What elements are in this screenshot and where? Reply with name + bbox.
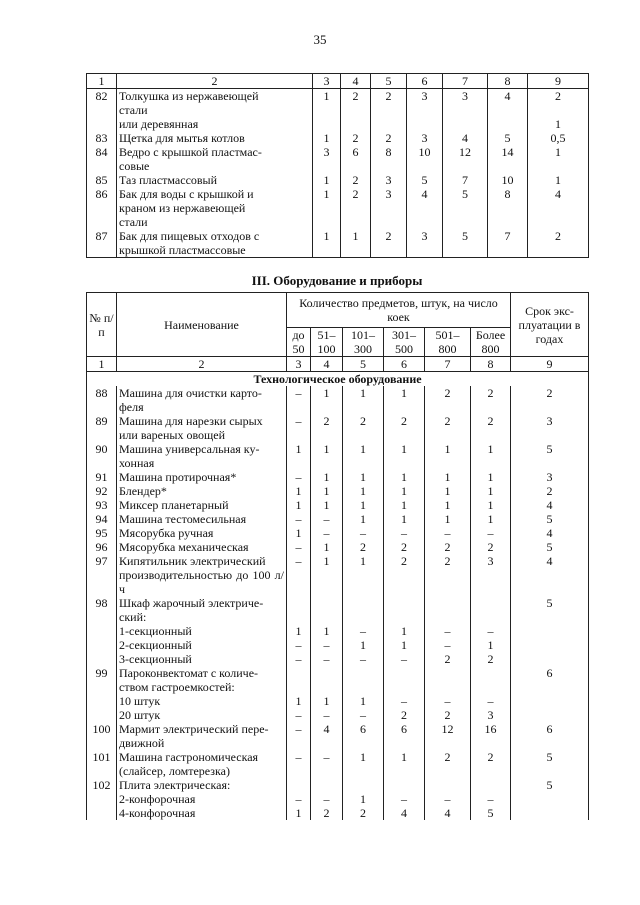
quantity-cell: 2 [471, 750, 511, 778]
quantity-cell: 1 [313, 229, 341, 258]
quantity-cell: – [311, 512, 343, 526]
quantity-cell: – [287, 386, 311, 414]
quantity-cell: 1 [343, 512, 384, 526]
quantity-cell: 6 [341, 145, 371, 173]
table-row [87, 526, 589, 540]
service-life-cell: 2 1 [528, 89, 589, 132]
quantity-cell: – [287, 750, 311, 778]
table-row [87, 540, 589, 554]
quantity-cell: 1 [471, 498, 511, 512]
quantity-cell: 2 [341, 173, 371, 187]
quantity-cell: 2 [311, 806, 343, 820]
table-row [87, 666, 589, 694]
quantity-cell: 2 [371, 229, 407, 258]
quantity-cell: 2 [425, 540, 471, 554]
service-life-cell: 6 [511, 666, 589, 722]
quantity-cell [343, 596, 384, 624]
table-row [87, 187, 589, 229]
quantity-cell: 2 [425, 414, 471, 442]
quantity-cell [471, 778, 511, 792]
quantity-cell: 2 [311, 414, 343, 442]
service-life-cell: 5 [511, 512, 589, 526]
item-name: Блендер* [117, 484, 287, 498]
quantity-cell: 2 [371, 89, 407, 132]
row-number: 96 [87, 540, 117, 554]
service-life-cell: 2 [511, 484, 589, 498]
quantity-cell: – [287, 638, 311, 652]
quantity-cell [384, 778, 425, 792]
quantity-cell: – [287, 470, 311, 484]
quantity-cell: 1 [384, 484, 425, 498]
column-number: 9 [511, 357, 589, 372]
table-row [87, 229, 589, 258]
quantity-cell: – [384, 652, 425, 666]
quantity-cell: 5 [443, 187, 488, 229]
service-life-cell: 5 [511, 442, 589, 470]
quantity-cell: 1 [425, 442, 471, 470]
table-row [87, 596, 589, 624]
column-number: 7 [443, 74, 488, 89]
column-number: 9 [528, 74, 589, 89]
table-header-row [87, 74, 589, 89]
quantity-cell: 2 [425, 708, 471, 722]
header-bed-range: 301– 500 [384, 328, 425, 357]
quantity-cell: – [343, 652, 384, 666]
table-row [87, 484, 589, 498]
quantity-cell [287, 596, 311, 624]
column-number: 8 [471, 357, 511, 372]
quantity-cell: 1 [311, 554, 343, 596]
sub-item-name: 2-конфорочная [117, 792, 287, 806]
quantity-cell: 1 [343, 554, 384, 596]
subsection-title: Технологическое оборудование [87, 372, 589, 387]
quantity-cell: 1 [287, 526, 311, 540]
quantity-cell: – [287, 554, 311, 596]
column-number: 3 [313, 74, 341, 89]
column-number: 5 [371, 74, 407, 89]
quantity-cell: 2 [425, 554, 471, 596]
table-row [87, 470, 589, 484]
quantity-cell: 1 [384, 512, 425, 526]
service-life-cell: 5 [511, 778, 589, 820]
quantity-cell: 7 [443, 173, 488, 187]
quantity-cell: 3 [371, 187, 407, 229]
quantity-cell: 3 [407, 89, 443, 132]
quantity-cell: – [311, 638, 343, 652]
column-number: 6 [407, 74, 443, 89]
service-life-cell: 1 [528, 145, 589, 173]
quantity-cell: 2 [371, 131, 407, 145]
item-name: Машина для очистки карто- феля [117, 386, 287, 414]
quantity-cell: 6 [343, 722, 384, 750]
quantity-cell: 1 [287, 442, 311, 470]
header-name: Наименование [117, 293, 287, 357]
quantity-cell: 1 [425, 512, 471, 526]
quantity-cell: 1 [425, 484, 471, 498]
table-row [87, 778, 589, 792]
quantity-cell: – [471, 694, 511, 708]
sub-item-name: 1-секционный [117, 624, 287, 638]
quantity-cell: 1 [471, 484, 511, 498]
header-service-life: Срок экс-плуатации в годах [511, 293, 589, 357]
quantity-cell: 1 [311, 498, 343, 512]
quantity-cell: 1 [313, 173, 341, 187]
quantity-cell: 1 [425, 498, 471, 512]
item-name: Машина для нарезки сырых или вареных овощей [117, 414, 287, 442]
row-number: 88 [87, 386, 117, 414]
quantity-cell: 16 [471, 722, 511, 750]
row-number: 100 [87, 722, 117, 750]
quantity-cell: 2 [425, 750, 471, 778]
column-number: 3 [287, 357, 311, 372]
service-life-cell: 0,5 [528, 131, 589, 145]
item-name: Бак для пищевых отходов с крышкой пластмассовые [117, 229, 313, 258]
header-bed-range: 101– 300 [343, 328, 384, 357]
service-life-cell: 4 [511, 554, 589, 596]
quantity-cell: 1 [384, 624, 425, 638]
row-number: 101 [87, 750, 117, 778]
quantity-cell: – [471, 624, 511, 638]
item-name: Пароконвектомат с количе- ством гастроемкостей: [117, 666, 287, 694]
quantity-cell: 1 [287, 624, 311, 638]
row-number: 83 [87, 131, 117, 145]
quantity-cell: 4 [407, 187, 443, 229]
service-life-cell: 4 [511, 526, 589, 540]
quantity-cell: 12 [443, 145, 488, 173]
header-quantity: Количество предметов, штук, на число коек [287, 293, 511, 328]
item-name: Кипятильник электрический производительностью до 100 л/ч [117, 554, 287, 596]
quantity-cell: 10 [407, 145, 443, 173]
quantity-cell: 2 [471, 386, 511, 414]
quantity-cell: – [425, 624, 471, 638]
quantity-cell: – [343, 624, 384, 638]
quantity-cell: 3 [407, 131, 443, 145]
service-life-cell: 4 [528, 187, 589, 229]
table-row [87, 145, 589, 173]
row-number: 102 [87, 778, 117, 820]
quantity-cell: 1 [311, 624, 343, 638]
quantity-cell: 1 [311, 540, 343, 554]
sub-item-name: 3-секционный [117, 652, 287, 666]
quantity-cell: 6 [384, 722, 425, 750]
quantity-cell: 2 [384, 540, 425, 554]
row-number: 86 [87, 187, 117, 229]
quantity-cell: – [343, 526, 384, 540]
quantity-cell: 1 [471, 470, 511, 484]
quantity-cell: 1 [384, 442, 425, 470]
quantity-cell: 2 [384, 708, 425, 722]
quantity-cell: 1 [287, 484, 311, 498]
quantity-cell: – [287, 512, 311, 526]
quantity-cell [425, 596, 471, 624]
quantity-cell: 4 [488, 89, 528, 132]
quantity-cell: – [384, 526, 425, 540]
quantity-cell: 3 [471, 708, 511, 722]
quantity-cell: 4 [311, 722, 343, 750]
quantity-cell: – [287, 722, 311, 750]
column-number: 7 [425, 357, 471, 372]
quantity-cell: 3 [313, 145, 341, 173]
quantity-cell: 12 [425, 722, 471, 750]
column-number: 4 [341, 74, 371, 89]
row-number: 94 [87, 512, 117, 526]
item-name: Мясорубка ручная [117, 526, 287, 540]
row-number: 90 [87, 442, 117, 470]
row-number: 99 [87, 666, 117, 722]
column-number: 2 [117, 357, 287, 372]
quantity-cell [311, 778, 343, 792]
table-row [87, 554, 589, 596]
row-number: 85 [87, 173, 117, 187]
quantity-cell: 1 [343, 386, 384, 414]
item-name: Шкаф жарочный электриче- ский: [117, 596, 287, 624]
row-number: 91 [87, 470, 117, 484]
quantity-cell: 10 [488, 173, 528, 187]
quantity-cell: – [311, 750, 343, 778]
quantity-cell: – [425, 792, 471, 806]
column-number: 1 [87, 74, 117, 89]
quantity-cell [425, 778, 471, 792]
quantity-cell: 4 [443, 131, 488, 145]
quantity-cell [384, 596, 425, 624]
row-number: 84 [87, 145, 117, 173]
item-name: Машина гастрономическая (слайсер, ломтерезка) [117, 750, 287, 778]
quantity-cell: 5 [471, 806, 511, 820]
quantity-cell: – [425, 638, 471, 652]
row-number: 82 [87, 89, 117, 132]
quantity-cell: 2 [341, 131, 371, 145]
sub-item-name: 20 штук [117, 708, 287, 722]
header-bed-range: 51– 100 [311, 328, 343, 357]
quantity-cell: – [425, 526, 471, 540]
quantity-cell: – [384, 694, 425, 708]
sub-item-name: 10 штук [117, 694, 287, 708]
quantity-cell: 1 [343, 694, 384, 708]
quantity-cell: – [471, 792, 511, 806]
header-bed-range: Более 800 [471, 328, 511, 357]
table-row [87, 722, 589, 750]
quantity-cell: 1 [311, 484, 343, 498]
quantity-cell: 2 [341, 89, 371, 132]
quantity-cell: 1 [287, 498, 311, 512]
quantity-cell [384, 666, 425, 694]
service-life-cell: 6 [511, 722, 589, 750]
service-life-cell: 3 [511, 414, 589, 442]
item-name: Машина протирочная* [117, 470, 287, 484]
quantity-cell: 5 [488, 131, 528, 145]
row-number: 92 [87, 484, 117, 498]
service-life-cell: 2 [528, 229, 589, 258]
item-name: Бак для воды с крышкой и краном из нержавеющей стали [117, 187, 313, 229]
table-row [87, 131, 589, 145]
service-life-cell: 5 [511, 750, 589, 778]
quantity-cell: 1 [343, 470, 384, 484]
item-name: Ведро с крышкой пластмас- совые [117, 145, 313, 173]
quantity-cell: 1 [384, 638, 425, 652]
table-row [87, 414, 589, 442]
quantity-cell: – [311, 708, 343, 722]
quantity-cell: – [471, 526, 511, 540]
quantity-cell: 2 [425, 386, 471, 414]
service-life-cell: 5 [511, 540, 589, 554]
column-number: 4 [311, 357, 343, 372]
item-name: Мармит электрический пере- движной [117, 722, 287, 750]
quantity-cell: 1 [343, 498, 384, 512]
table-row [87, 89, 589, 132]
quantity-cell: 2 [471, 652, 511, 666]
quantity-cell: 2 [341, 187, 371, 229]
header-bed-range: до 50 [287, 328, 311, 357]
quantity-cell: 3 [407, 229, 443, 258]
item-name: Мясорубка механическая [117, 540, 287, 554]
quantity-cell: – [287, 540, 311, 554]
header-number: № п/п [87, 293, 117, 357]
quantity-cell: 1 [343, 638, 384, 652]
quantity-cell: 1 [313, 187, 341, 229]
row-number: 95 [87, 526, 117, 540]
item-name: Таз пластмассовый [117, 173, 313, 187]
row-number: 98 [87, 596, 117, 666]
row-number: 97 [87, 554, 117, 596]
quantity-cell: – [311, 792, 343, 806]
quantity-cell: 2 [343, 414, 384, 442]
quantity-cell: 3 [371, 173, 407, 187]
table-row [87, 173, 589, 187]
table-row [87, 512, 589, 526]
quantity-cell: 14 [488, 145, 528, 173]
item-name: Миксер планетарный [117, 498, 287, 512]
item-name: Толкушка из нержавеющей стали или деревянная [117, 89, 313, 132]
item-name: Машина универсальная ку- хонная [117, 442, 287, 470]
column-number: 6 [384, 357, 425, 372]
quantity-cell: 1 [471, 512, 511, 526]
table-row [87, 750, 589, 778]
quantity-cell: – [343, 708, 384, 722]
quantity-cell [471, 666, 511, 694]
quantity-cell [343, 778, 384, 792]
quantity-cell: 1 [341, 229, 371, 258]
quantity-cell: – [311, 526, 343, 540]
service-life-cell: 4 [511, 498, 589, 512]
service-life-cell: 1 [528, 173, 589, 187]
table-row [87, 498, 589, 512]
quantity-cell: 1 [384, 470, 425, 484]
quantity-cell: 1 [343, 484, 384, 498]
quantity-cell: 4 [425, 806, 471, 820]
quantity-cell: 1 [311, 694, 343, 708]
quantity-cell: 1 [311, 442, 343, 470]
column-number: 8 [488, 74, 528, 89]
quantity-cell [287, 666, 311, 694]
quantity-cell: 1 [313, 131, 341, 145]
column-number: 1 [87, 357, 117, 372]
quantity-cell: 1 [311, 386, 343, 414]
quantity-cell [425, 666, 471, 694]
service-life-cell: 3 [511, 470, 589, 484]
sub-item-name: 2-секционный [117, 638, 287, 652]
quantity-cell: 8 [488, 187, 528, 229]
section-title: III. Оборудование и приборы [251, 273, 423, 288]
quantity-cell: – [287, 652, 311, 666]
item-name: Плита электрическая: [117, 778, 287, 792]
quantity-cell: – [425, 694, 471, 708]
equipment-table [86, 292, 589, 820]
quantity-cell: – [311, 652, 343, 666]
quantity-cell: 2 [384, 414, 425, 442]
service-life-cell: 2 [511, 386, 589, 414]
table-row [87, 442, 589, 470]
quantity-cell: 5 [443, 229, 488, 258]
column-number: 5 [343, 357, 384, 372]
quantity-cell: 2 [425, 652, 471, 666]
row-number: 93 [87, 498, 117, 512]
quantity-cell: 7 [488, 229, 528, 258]
quantity-cell: – [287, 708, 311, 722]
quantity-cell [311, 666, 343, 694]
quantity-cell: 2 [384, 554, 425, 596]
quantity-cell: 1 [287, 694, 311, 708]
quantity-cell: 1 [343, 442, 384, 470]
column-number: 2 [117, 74, 313, 89]
quantity-cell: 1 [425, 470, 471, 484]
sub-item-name: 4-конфорочная [117, 806, 287, 820]
quantity-cell: 2 [343, 540, 384, 554]
quantity-cell: 1 [313, 89, 341, 132]
row-number: 87 [87, 229, 117, 258]
quantity-cell: 3 [471, 554, 511, 596]
row-number: 89 [87, 414, 117, 442]
quantity-cell: 1 [471, 442, 511, 470]
quantity-cell [287, 778, 311, 792]
quantity-cell: 1 [384, 386, 425, 414]
quantity-cell: 1 [311, 470, 343, 484]
quantity-cell: 3 [443, 89, 488, 132]
quantity-cell: 2 [471, 414, 511, 442]
quantity-cell: 1 [384, 498, 425, 512]
quantity-cell: 1 [343, 792, 384, 806]
quantity-cell: – [384, 792, 425, 806]
quantity-cell: 1 [384, 750, 425, 778]
header-bed-range: 501– 800 [425, 328, 471, 357]
quantity-cell: 5 [407, 173, 443, 187]
quantity-cell: 1 [343, 750, 384, 778]
quantity-cell: 2 [343, 806, 384, 820]
service-life-cell: 5 [511, 596, 589, 666]
item-name: Щетка для мытья котлов [117, 131, 313, 145]
quantity-cell: 8 [371, 145, 407, 173]
table-row [87, 386, 589, 414]
quantity-cell [311, 596, 343, 624]
quantity-cell: – [287, 414, 311, 442]
quantity-cell: 1 [287, 806, 311, 820]
quantity-cell [471, 596, 511, 624]
quantity-cell: 2 [471, 540, 511, 554]
page-number: 35 [313, 32, 327, 47]
quantity-cell: 4 [384, 806, 425, 820]
quantity-cell: – [287, 792, 311, 806]
utensils-table [86, 73, 589, 258]
quantity-cell [343, 666, 384, 694]
quantity-cell: 1 [471, 638, 511, 652]
item-name: Машина тестомесильная [117, 512, 287, 526]
